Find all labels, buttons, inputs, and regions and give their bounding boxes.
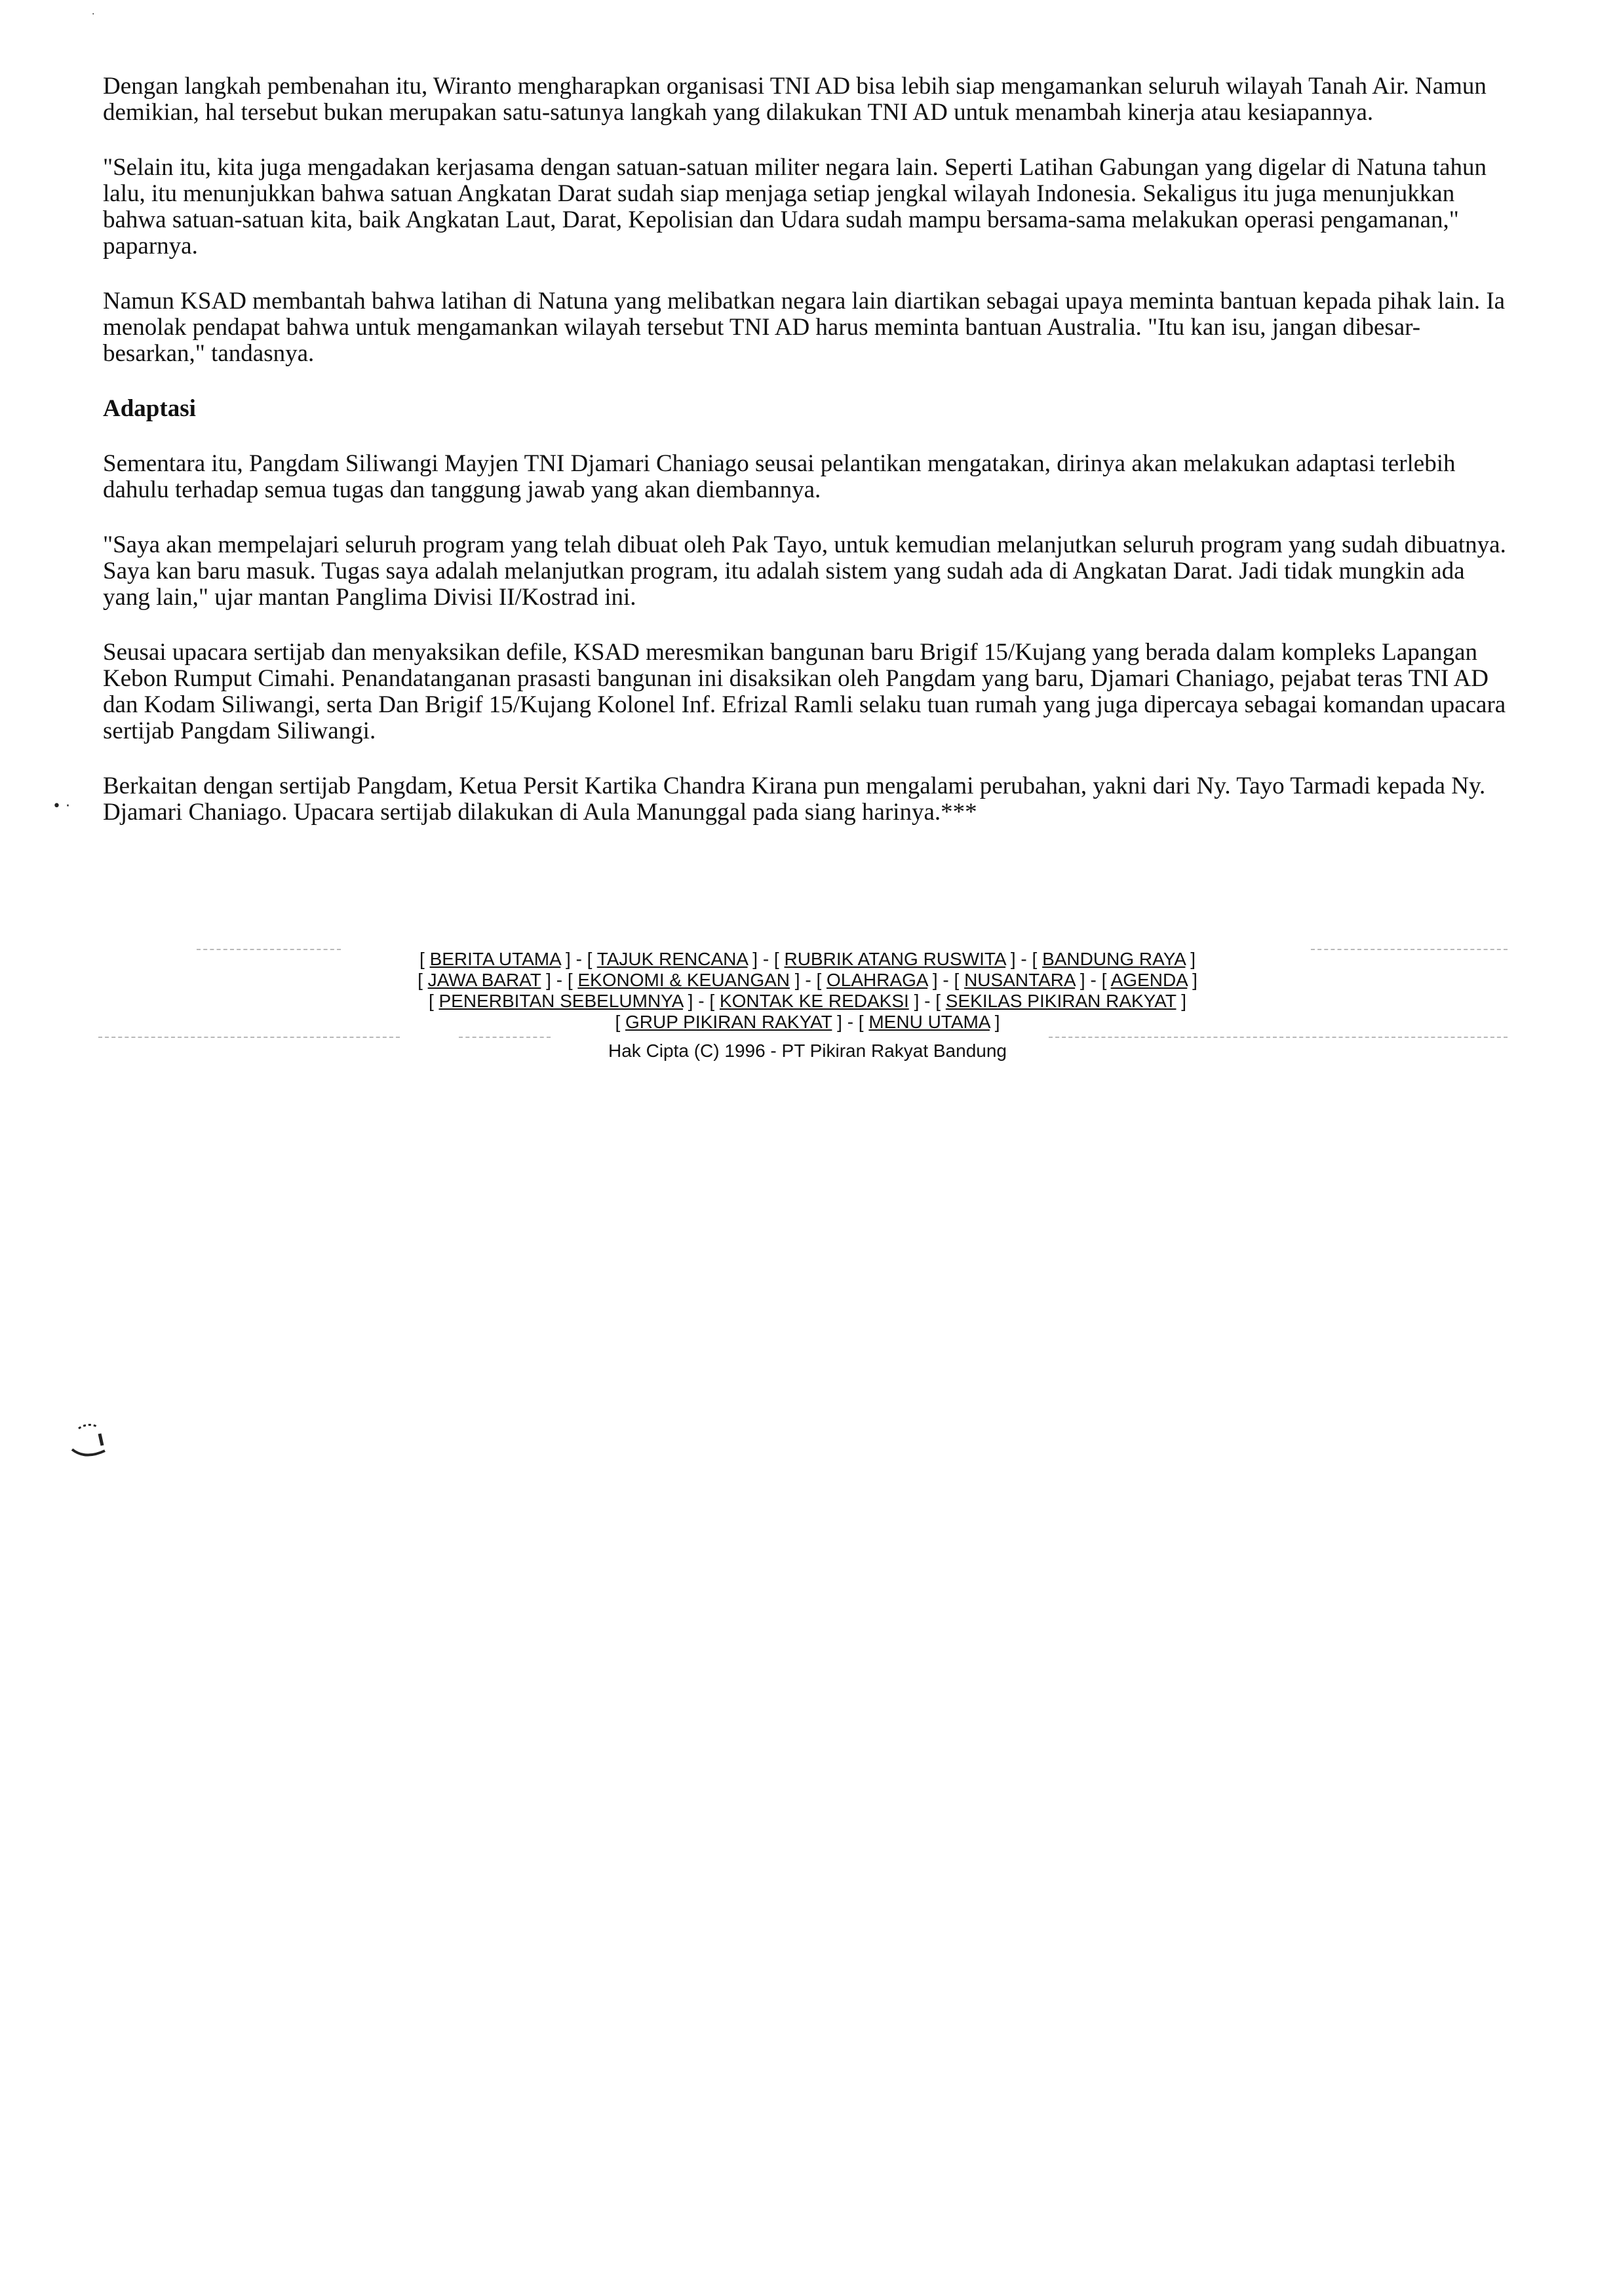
nav-link-menu-utama[interactable]: MENU UTAMA: [868, 1012, 990, 1032]
article-paragraph-1: Dengan langkah pembenahan itu, Wiranto mengharapkan organisasi TNI AD bisa lebih siap mengamankan seluruh wilayah Tanah Air. Namun demikian, hal tersebut bukan merupakan satu-satunya langkah yang dilakukan TNI AD untuk menambah kinerja atau kesiapannya.: [103, 73, 1487, 126]
nav-row-4: [ GRUP PIKIRAN RAKYAT ] - [ MENU UTAMA ]: [615, 1012, 1000, 1032]
nav-link-sekilas-pikiran-rakyat[interactable]: SEKILAS PIKIRAN RAKYAT: [945, 991, 1177, 1011]
divider-bottom-right: [1049, 1037, 1508, 1038]
divider-bottom-left: [98, 1037, 400, 1038]
section-heading: Adaptasi: [103, 395, 196, 422]
footer-navigation: [0, 949, 1615, 1033]
nav-link-tajuk-rencana[interactable]: TAJUK RENCANA: [596, 949, 748, 969]
nav-link-ekonomi-keuangan[interactable]: EKONOMI & KEUANGAN: [577, 970, 790, 990]
divider-bottom-center: [459, 1037, 551, 1038]
nav-link-kontak-ke-redaksi[interactable]: KONTAK KE REDAKSI: [719, 991, 909, 1011]
article-paragraph-3: Namun KSAD membantah bahwa latihan di Natuna yang melibatkan negara lain diartikan sebagai upaya meminta bantuan kepada pihak lain. Ia menolak pendapat bahwa untuk mengamankan wilayah tersebut TNI AD harus meminta bantuan Australia. "Itu kan isu, jangan dibesar-besarkan," tandasnya.: [103, 288, 1506, 367]
nav-link-nusantara[interactable]: NUSANTARA: [964, 970, 1076, 990]
article-paragraph-7: Berkaitan dengan sertijab Pangdam, Ketua Persit Kartika Chandra Kirana pun mengalami perubahan, yakni dari Ny. Tayo Tarmadi kepada Ny. Djamari Chaniago. Upacara sertijab dilakukan di Aula Manunggal pada siang harinya.***: [103, 773, 1486, 826]
nav-link-olahraga[interactable]: OLAHRAGA: [827, 970, 928, 990]
nav-link-agenda[interactable]: AGENDA: [1110, 970, 1188, 990]
nav-link-rubrik-atang-ruswita[interactable]: RUBRIK ATANG RUSWITA: [784, 949, 1006, 969]
article-body: [103, 73, 1512, 854]
nav-link-penerbitan-sebelumnya[interactable]: PENERBITAN SEBELUMNYA: [438, 991, 683, 1011]
nav-link-jawa-barat[interactable]: JAWA BARAT: [427, 970, 541, 990]
nav-link-grup-pikiran-rakyat[interactable]: GRUP PIKIRAN RAKYAT: [625, 1012, 832, 1032]
nav-row-3: [ PENERBITAN SEBELUMNYA ] - [ KONTAK KE REDAKSI ] - [ SEKILAS PIKIRAN RAKYAT ]: [428, 991, 1187, 1011]
nav-link-berita-utama[interactable]: BERITA UTAMA: [429, 949, 561, 969]
article-paragraph-4: Sementara itu, Pangdam Siliwangi Mayjen TNI Djamari Chaniago seusai pelantikan mengatakan, dirinya akan melakukan adaptasi terlebih dahulu terhadap semua tugas dan tanggung jawab yang akan diembannya.: [103, 450, 1456, 503]
article-paragraph-6: Seusai upacara sertijab dan menyaksikan defile, KSAD meresmikan bangunan baru Brigif 15/Kujang yang berada dalam kompleks Lapangan Kebon Rumput Cimahi. Penandatanganan prasasti bangunan ini disaksikan oleh Pangdam yang baru, Djamari Chaniago, pejabat teras TNI AD dan Kodam Siliwangi, serta Dan Brigif 15/Kujang Kolonel Inf. Efrizal Ramli selaku tuan rumah yang juga dipercaya sebagai komandan upacara sertijab Pangdam Siliwangi.: [103, 639, 1506, 744]
scan-artifact-icon: [59, 1415, 118, 1468]
copyright-notice: Hak Cipta (C) 1996 - PT Pikiran Rakyat Bandung: [608, 1041, 1007, 1061]
scan-speck: • ·: [52, 798, 70, 814]
nav-link-bandung-raya[interactable]: BANDUNG RAYA: [1042, 949, 1186, 969]
article-paragraph-5: "Saya akan mempelajari seluruh program yang telah dibuat oleh Pak Tayo, untuk kemudian melanjutkan seluruh program yang sudah dibuatnya. Saya kan baru masuk. Tugas saya adalah melanjutkan program, itu adalah sistem yang sudah ada di Angkatan Darat. Jadi tidak mungkin ada yang lain," ujar mantan Panglima Divisi II/Kostrad ini.: [103, 531, 1506, 611]
nav-row-1: [ BERITA UTAMA ] - [ TAJUK RENCANA ] - [ RUBRIK ATANG RUSWITA ] - [ BANDUNG RAYA ]: [419, 949, 1196, 969]
nav-row-2: [ JAWA BARAT ] - [ EKONOMI & KEUANGAN ] - [ OLAHRAGA ] - [ NUSANTARA ] - [ AGENDA ]: [418, 970, 1197, 990]
scan-speck: ·: [92, 9, 95, 20]
article-paragraph-2: "Selain itu, kita juga mengadakan kerjasama dengan satuan-satuan militer negara lain. Seperti Latihan Gabungan yang digelar di Natuna tahun lalu, itu menunjukkan bahwa satuan Angkatan Darat sudah siap menjaga setiap jengkal wilayah Indonesia. Sekaligus itu juga menunjukkan bahwa satuan-satuan kita, baik Angkatan Laut, Darat, Kepolisian dan Udara sudah mampu bersama-sama melakukan operasi pengamanan," paparnya.: [103, 154, 1487, 259]
